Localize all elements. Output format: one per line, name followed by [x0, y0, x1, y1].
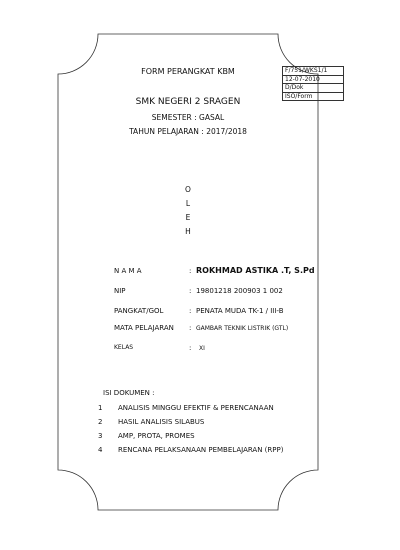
isi-dokumen-title: ISI DOKUMEN : [103, 389, 155, 397]
identity-colon: : [189, 344, 192, 352]
document-item-number: 2 [98, 418, 103, 426]
oleh-letter: E [185, 213, 191, 222]
oleh-letter: H [185, 227, 191, 236]
identity-label-nip: NIP [114, 287, 126, 295]
semester-line: SEMESTER : GASAL [151, 113, 225, 122]
oleh-letter: O [185, 185, 191, 194]
form-code-date: 12-07-2010 [283, 76, 343, 85]
identity-colon: : [189, 324, 192, 332]
form-code-box [282, 66, 344, 101]
document-item-text: ANALISIS MINGGU EFEKTIF & PERENCANAAN [118, 404, 274, 412]
identity-label-kelas: KELAS [114, 344, 134, 351]
identity-value-mapel: GAMBAR TEKNIK LISTRIK (GTL) [196, 325, 289, 332]
oleh-letter: L [185, 199, 191, 208]
identity-colon: : [189, 267, 192, 275]
identity-label-pangkat: PANGKAT/GOL [114, 307, 164, 315]
identity-value-kelas: XI [199, 345, 205, 352]
form-code-dok: D/Dok [283, 84, 343, 93]
form-code-number: F/751/WKS1/1 [283, 67, 343, 76]
identity-value-nama: ROKHMAD ASTIKA .T, S.Pd [196, 266, 315, 275]
academic-year-line: TAHUN PELAJARAN : 2017/2018 [129, 127, 247, 136]
document-item-number: 4 [98, 446, 103, 454]
oleh-vertical-text [183, 183, 193, 239]
form-title: FORM PERANGKAT KBM [141, 67, 235, 76]
form-code-iso: ISO/Form [285, 92, 313, 100]
document-item-text: HASIL ANALISIS SILABUS [118, 418, 205, 426]
school-name: SMK NEGERI 2 SRAGEN [135, 97, 241, 107]
identity-colon: : [189, 307, 192, 315]
identity-colon: : [189, 287, 192, 295]
identity-value-pangkat: PENATA MUDA TK-1 / III-B [196, 307, 284, 315]
document-item-number: 1 [98, 404, 103, 412]
document-item-number: 3 [98, 432, 103, 440]
document-item-text: RENCANA PELAKSANAAN PEMBELAJARAN (RPP) [118, 446, 284, 454]
document-item-text: AMP, PROTA, PROMES [118, 432, 195, 440]
identity-label-nama: N A M A [114, 267, 142, 275]
identity-value-nip: 19801218 200903 1 002 [196, 287, 283, 295]
identity-label-mapel: MATA PELAJARAN [114, 324, 174, 332]
